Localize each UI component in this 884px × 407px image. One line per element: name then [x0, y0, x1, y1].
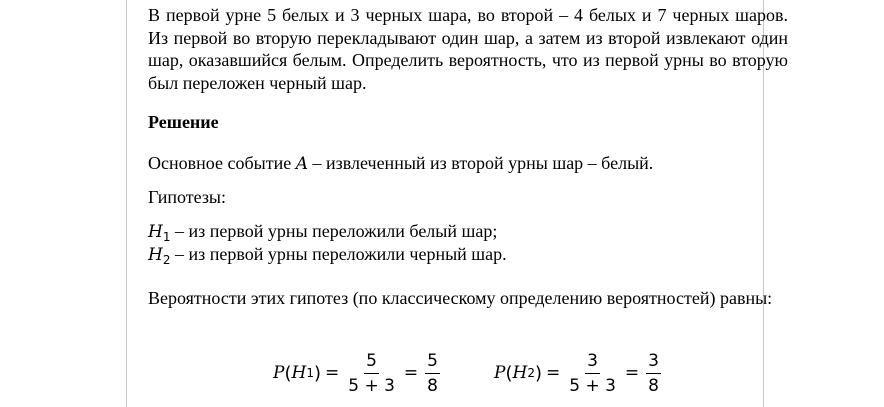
hypothesis-symbol: H: [148, 245, 163, 265]
formula-symbol: H: [291, 363, 307, 383]
fraction: [567, 350, 618, 397]
hypothesis-symbol: H: [148, 222, 163, 242]
main-event-prefix: Основное событие: [148, 153, 296, 173]
hypothesis-index: 2: [162, 253, 171, 267]
formula-p-h1: [273, 348, 443, 398]
fraction-denominator: 5 + 3: [569, 375, 616, 396]
hypotheses-title: Гипотезы:: [148, 187, 227, 207]
main-event-text: – извлеченный из второй урны шар – белый.: [307, 153, 654, 173]
result-denominator: 8: [648, 375, 659, 396]
main-event-line: [148, 152, 788, 175]
open-paren: (: [284, 362, 292, 384]
hypothesis-index: 1: [162, 230, 171, 244]
formula-p: P: [494, 363, 506, 383]
equals-sign: =: [403, 363, 419, 383]
formula-p-h2: [494, 348, 664, 398]
hypothesis-text: – из первой урны переложили черный шар.: [170, 244, 507, 264]
result-denominator: 8: [427, 375, 438, 396]
result-fraction: [646, 350, 661, 397]
probabilities-intro: Вероятности этих гипотез (по классическому определению вероятностей) равны:: [148, 288, 773, 308]
hypothesis-2: [148, 243, 788, 271]
fraction-numerator: 3: [585, 350, 600, 374]
formula-p: P: [273, 363, 285, 383]
equals-sign: =: [624, 363, 640, 383]
formula-index: 2: [527, 366, 535, 380]
fraction-denominator: 5 + 3: [348, 375, 395, 396]
equals-sign: =: [324, 363, 340, 383]
solution-heading: Решение: [148, 112, 219, 132]
event-symbol: A: [295, 154, 308, 174]
open-paren: (: [505, 362, 513, 384]
close-paren: ): [534, 362, 542, 384]
close-paren: ): [313, 362, 321, 384]
formula-index: 1: [306, 366, 314, 380]
fraction: [346, 350, 397, 397]
result-fraction: [425, 350, 440, 397]
result-numerator: 5: [425, 350, 440, 374]
equals-sign: =: [545, 363, 561, 383]
problem-statement: В первой урне 5 белых и 3 черных шара, во второй – 4 белых и 7 черных шаров. Из первой во вторую перекладывают один шар, а затем из второй извлекают один шар, оказавшийся белым. Определить вероятность, что из первой урны во вторую был переложен черный шар.: [148, 5, 788, 93]
formula-symbol: H: [512, 363, 528, 383]
fraction-numerator: 5: [364, 350, 379, 374]
result-numerator: 3: [646, 350, 661, 374]
hypothesis-text: – из первой урны переложили белый шар;: [170, 221, 498, 241]
